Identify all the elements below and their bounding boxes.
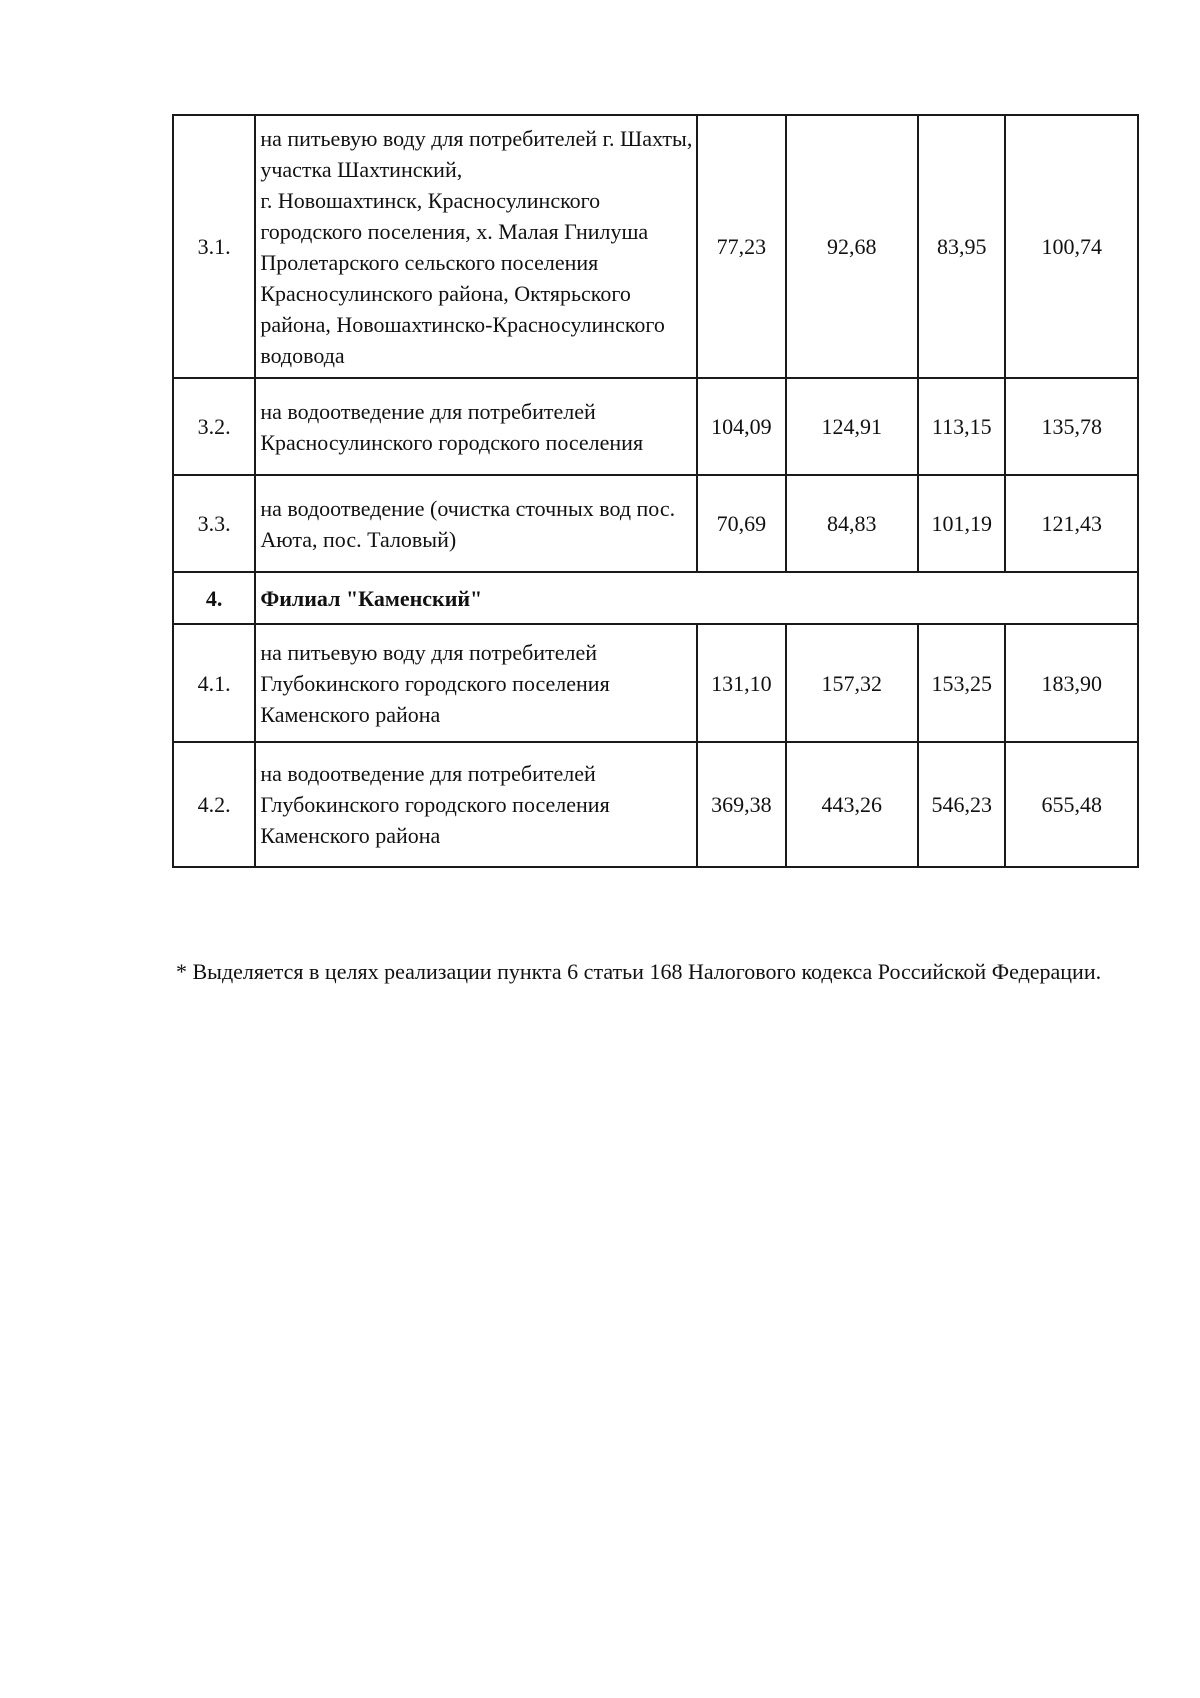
value-cell: 100,74: [1005, 115, 1138, 378]
row-number: 4.1.: [173, 624, 255, 742]
table-row: [173, 115, 1138, 378]
row-description: на водоотведение для потребителей Глубокинского городского поселения Каменского района: [255, 742, 697, 867]
value-cell: 131,10: [697, 624, 785, 742]
section-header-row: [173, 572, 1138, 624]
section-number: 4.: [173, 572, 255, 624]
value-cell: 77,23: [697, 115, 785, 378]
row-description-text: на питьевую воду для потребителей г. Шахты, участка Шахтинский, г. Новошахтинск, Красносулинского городского поселения, х. Малая Гнилуша Пролетарского сельского поселения Красносулинского района, Октярьского района, Новошахтинско-Красносулинского водовода: [260, 125, 693, 368]
value-cell: 369,38: [697, 742, 785, 867]
table-row: [173, 742, 1138, 867]
row-number: 3.1.: [173, 115, 255, 378]
row-number: 4.2.: [173, 742, 255, 867]
row-description: на водоотведение (очистка сточных вод пос. Аюта, пос. Таловый): [255, 475, 697, 572]
row-description: на водоотведение для потребителей Красносулинского городского поселения: [255, 378, 697, 475]
table-row: [173, 624, 1138, 742]
value-cell: 135,78: [1005, 378, 1138, 475]
value-cell: 153,25: [918, 624, 1005, 742]
value-cell: 92,68: [786, 115, 919, 378]
value-cell: 124,91: [786, 378, 919, 475]
table-row: [173, 378, 1138, 475]
value-cell: 183,90: [1005, 624, 1138, 742]
value-cell: 101,19: [918, 475, 1005, 572]
footnote: * Выделяется в целях реализации пункта 6 статьи 168 Налогового кодекса Российской Федерации.: [176, 959, 1102, 984]
value-cell: 443,26: [786, 742, 919, 867]
row-description: на питьевую воду для потребителей Глубокинского городского поселения Каменского района: [255, 624, 697, 742]
value-cell: 655,48: [1005, 742, 1138, 867]
value-cell: 121,43: [1005, 475, 1138, 572]
value-cell: 84,83: [786, 475, 919, 572]
value-cell: 113,15: [918, 378, 1005, 475]
value-cell: 104,09: [697, 378, 785, 475]
row-number: 3.2.: [173, 378, 255, 475]
tariff-table: [172, 114, 1139, 868]
table-row: [173, 475, 1138, 572]
row-description: [255, 115, 697, 378]
value-cell: 157,32: [786, 624, 919, 742]
row-number: 3.3.: [173, 475, 255, 572]
value-cell: 83,95: [918, 115, 1005, 378]
section-title: Филиал "Каменский": [255, 572, 1138, 624]
value-cell: 546,23: [918, 742, 1005, 867]
value-cell: 70,69: [697, 475, 785, 572]
